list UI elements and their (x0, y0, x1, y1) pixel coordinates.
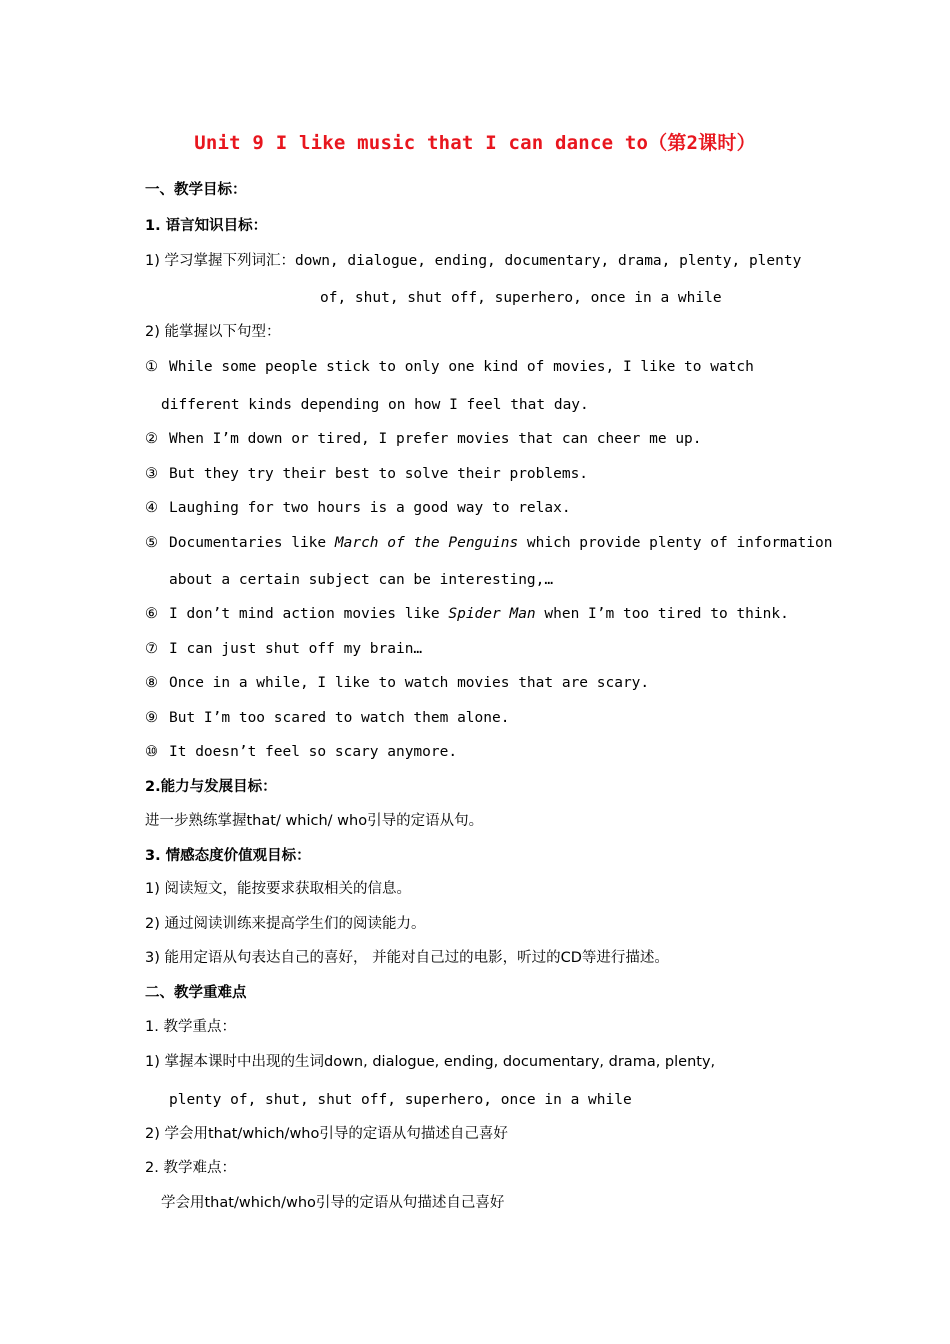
key-points-label: 1. 教学重点： (145, 1019, 236, 1035)
sentence-marker: ③ (145, 466, 158, 482)
sentence-marker: ⑧ (145, 675, 158, 691)
values-item-2: 2) 通过阅读训练来提高学生们的阅读能力。 (145, 916, 426, 932)
subheading-ability-development: 2.能力与发展目标： (145, 779, 277, 795)
sentence-8 (145, 673, 649, 693)
difficult-points-item: 学会用that/which/who引导的定语从句描述自己喜好 (161, 1195, 505, 1211)
movie-title-spider-man: Spider Man (448, 606, 536, 622)
difficult-points-label: 2. 教学难点： (145, 1160, 236, 1176)
sentence-3 (145, 464, 588, 484)
sentence-5-continuation: about a certain subject can be interesting,… (169, 572, 554, 588)
vocab-line-2: of, shut, shut off, superhero, once in a while (320, 290, 722, 306)
sentence-1-continuation: different kinds depending on how I feel that day. (161, 397, 589, 413)
sentence-marker: ⑨ (145, 710, 158, 726)
key-points-item-1-continuation: plenty of, shut, shut off, superhero, once in a while (169, 1092, 632, 1108)
values-item-1: 1) 阅读短文，能按要求获取相关的信息。 (145, 881, 411, 897)
sentence-text: While some people stick to only one kind of movies, I like to watch (169, 359, 754, 375)
sentence-text: I can just shut off my brain… (169, 641, 423, 657)
section-heading-key-points: 二、教学重难点 (145, 985, 247, 1001)
sentences-label: 2) 能掌握以下句型： (145, 324, 281, 340)
sentence-7 (145, 639, 422, 659)
sentence-5 (145, 533, 832, 553)
sentence-marker: ⑥ (145, 606, 158, 622)
sentence-4 (145, 498, 571, 518)
sentence-marker: ② (145, 431, 158, 447)
sentence-marker: ⑤ (145, 535, 158, 551)
vocab-line-1: down, dialogue, ending, documentary, drama, plenty, plenty (295, 253, 802, 269)
vocab-item (145, 251, 801, 271)
sentence-text-pre: I don’t mind action movies like (169, 606, 449, 622)
sentence-1 (145, 357, 754, 377)
sentence-text-pre: Documentaries like (169, 535, 335, 551)
sentence-marker: ⑦ (145, 641, 158, 657)
sentence-10 (145, 742, 457, 762)
ability-text: 进一步熟练掌握that/ which/ who引导的定语从句。 (145, 813, 484, 829)
sentence-text: But they try their best to solve their problems. (169, 466, 589, 482)
sentence-text: When I’m down or tired, I prefer movies that can cheer me up. (169, 431, 702, 447)
sentence-text: Laughing for two hours is a good way to relax. (169, 500, 571, 516)
vocab-label: 1) 学习掌握下列词汇： (145, 253, 295, 269)
sentence-2 (145, 429, 702, 449)
sentence-6 (145, 604, 789, 624)
movie-title-march-of-the-penguins: March of the Penguins (334, 535, 519, 551)
sentence-marker: ① (145, 359, 158, 375)
key-points-item-1: 1) 掌握本课时中出现的生词down, dialogue, ending, documentary, drama, plenty, (145, 1054, 716, 1070)
sentence-text: It doesn’t feel so scary anymore. (169, 744, 458, 760)
subheading-language-knowledge: 1. 语言知识目标： (145, 218, 268, 234)
sentence-marker: ④ (145, 500, 158, 516)
sentence-text: Once in a while, I like to watch movies that are scary. (169, 675, 650, 691)
sentence-marker: ⑩ (145, 744, 158, 760)
key-points-item-2: 2) 学会用that/which/who引导的定语从句描述自己喜好 (145, 1126, 508, 1142)
sentence-9 (145, 708, 509, 728)
sentence-text-post: which provide plenty of information (518, 535, 833, 551)
values-item-3: 3) 能用定语从句表达自己的喜好， 并能对自己过的电影，听过的CD等进行描述。 (145, 950, 669, 966)
document-title: Unit 9 I like music that I can dance to（第2课时） (194, 132, 756, 154)
sentence-text: But I’m too scared to watch them alone. (169, 710, 510, 726)
sentence-text-post: when I’m too tired to think. (535, 606, 789, 622)
section-heading-objectives: 一、教学目标： (145, 182, 247, 198)
subheading-emotional-values: 3. 情感态度价值观目标： (145, 848, 311, 864)
